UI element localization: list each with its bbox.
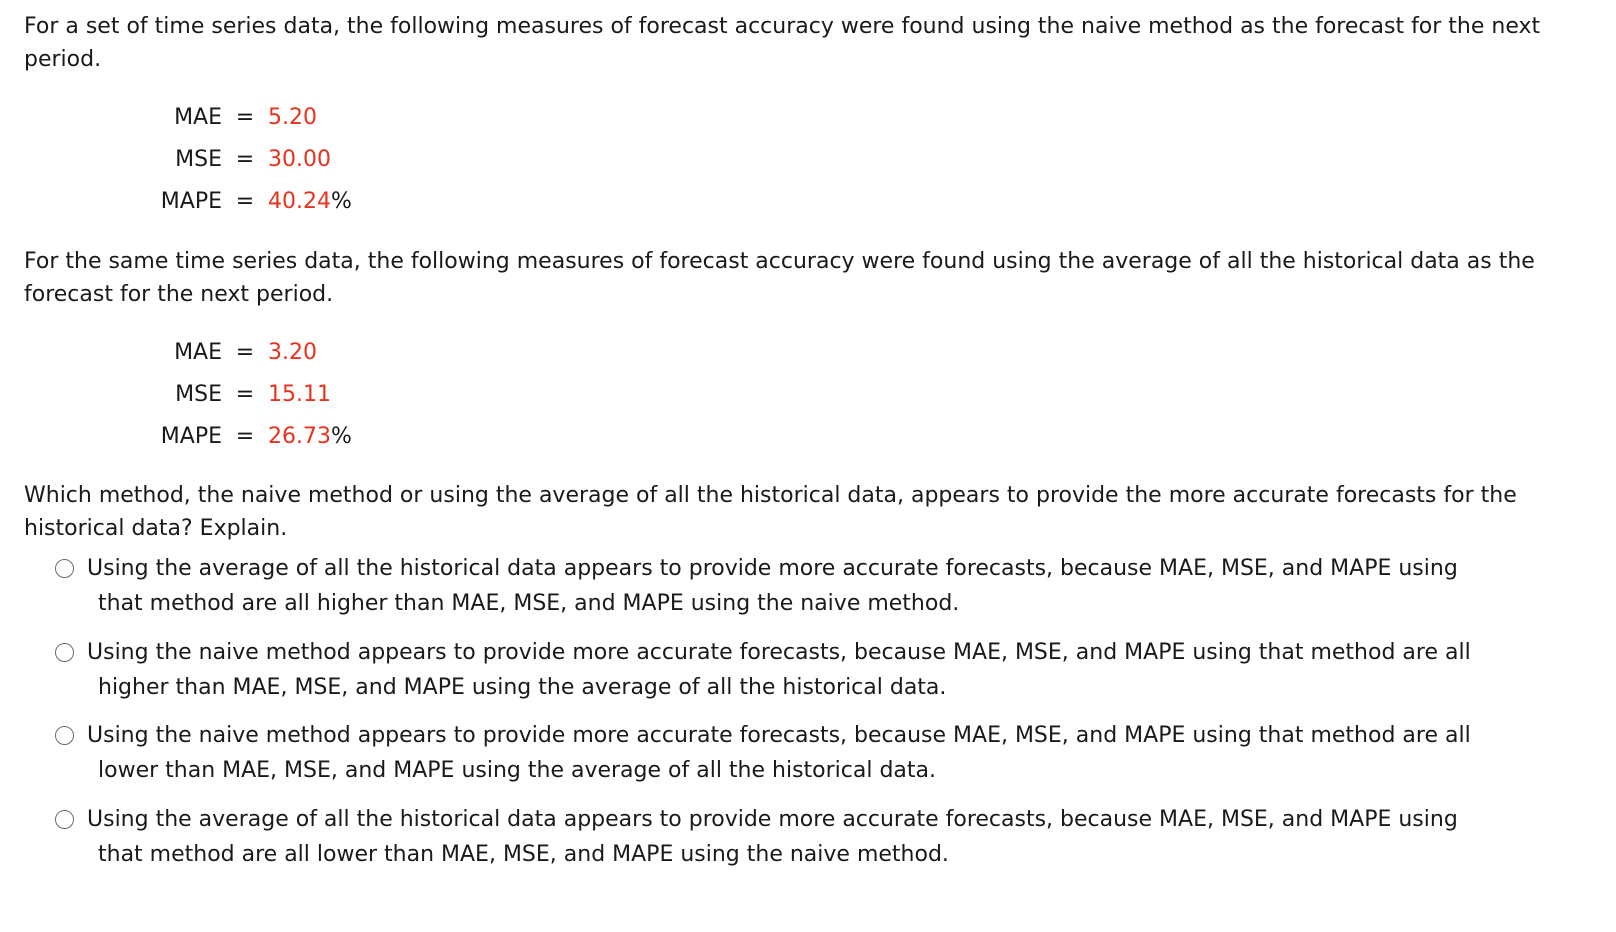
option-line: higher than MAE, MSE, and MAPE using the average of all the historical data.: [98, 674, 947, 700]
question-text: Which method, the naive method or using the average of all the historical data, appears to provide the more accurate forecasts for the historical data? Explain.: [24, 483, 1517, 541]
metric-row-mae: [150, 331, 352, 373]
equals-sign: =: [235, 381, 255, 407]
option-text: [87, 551, 1585, 621]
radio-button-c[interactable]: [55, 726, 74, 745]
answer-option-d[interactable]: [55, 802, 1585, 886]
answer-option-a[interactable]: [55, 551, 1585, 635]
option-line: that method are all higher than MAE, MSE, and MAPE using the naive method.: [98, 591, 960, 616]
metric-unit: %: [330, 188, 352, 214]
average-metrics: [150, 331, 352, 457]
answer-option-b[interactable]: [55, 635, 1585, 719]
metric-value: 3.20: [268, 339, 317, 365]
answer-option-c[interactable]: [55, 718, 1585, 802]
equals-sign: =: [235, 423, 255, 449]
answer-options: [55, 551, 1585, 885]
option-line: Using the average of all the historical data appears to provide more accurate forecasts, because MAE, MSE, and MAPE using: [87, 556, 1458, 581]
equals-sign: =: [235, 339, 255, 365]
naive-metrics: [150, 96, 352, 222]
metric-value: 5.20: [268, 104, 317, 130]
radio-button-d[interactable]: [55, 810, 74, 829]
metric-label: MSE: [175, 381, 222, 407]
metric-row-mse: [150, 138, 352, 180]
metric-label: MAE: [174, 339, 222, 365]
option-line: Using the naive method appears to provide more accurate forecasts, because MAE, MSE, and MAPE using that method are all: [87, 723, 1471, 748]
metric-row-mape: [150, 180, 352, 222]
option-line: lower than MAE, MSE, and MAPE using the average of all the historical data.: [98, 758, 937, 783]
metric-unit: %: [330, 423, 352, 449]
equals-sign: =: [235, 146, 255, 172]
equals-sign: =: [235, 104, 255, 130]
metric-row-mae: [150, 96, 352, 138]
metric-value: 15.11: [268, 381, 331, 407]
option-line: Using the average of all the historical data appears to provide more accurate forecasts, because MAE, MSE, and MAPE using: [87, 806, 1458, 832]
metric-label: MAPE: [160, 423, 222, 449]
metric-value: 40.24: [268, 188, 331, 214]
option-text: [87, 718, 1585, 788]
option-text: [87, 802, 1585, 872]
metric-label: MSE: [175, 146, 222, 172]
metric-label: MAPE: [160, 188, 222, 214]
metric-value: 30.00: [268, 146, 331, 172]
radio-button-b[interactable]: [55, 643, 74, 662]
metric-row-mape: [150, 415, 352, 457]
metric-label: MAE: [174, 104, 222, 130]
intro-average-text: For the same time series data, the following measures of forecast accuracy were found using the average of all the historical data as the forecast for the next period.: [24, 249, 1535, 307]
equals-sign: =: [235, 188, 255, 214]
metric-row-mse: [150, 373, 352, 415]
intro-naive-text: For a set of time series data, the following measures of forecast accuracy were found using the naive method as the forecast for the next period.: [24, 14, 1541, 72]
option-line: Using the naive method appears to provide more accurate forecasts, because MAE, MSE, and MAPE using that method are all: [87, 639, 1471, 665]
metric-value: 26.73: [268, 423, 331, 449]
option-text: [87, 635, 1585, 705]
option-line: that method are all lower than MAE, MSE, and MAPE using the naive method.: [98, 841, 949, 867]
radio-button-a[interactable]: [55, 559, 74, 578]
